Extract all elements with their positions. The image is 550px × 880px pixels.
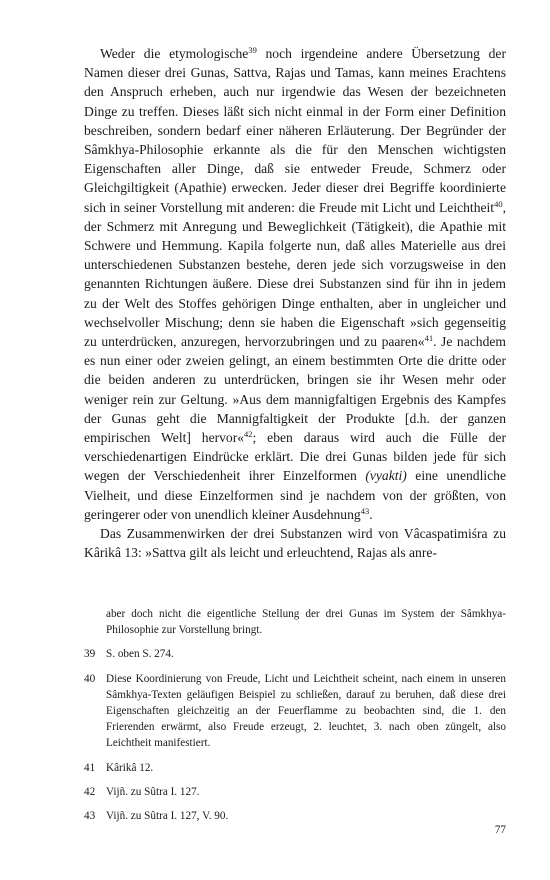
- paragraph-1: [84, 44, 506, 524]
- text-run: , der Schmerz mit Anregung und Beweglichkeit (Tätigkeit), die Apathie mit Schwere und Hemmung. Kapila folgerte nun, daß alles Materielle aus drei unterschiedenen Substanzen bestehe, deren jede sich vorzugsweise in den genannten Richtungen äußere. Diese drei Substanzen sind für ihn in jedem zu der Welt des Stoffes gehörigen Dinge enthalten, aber in ungleicher und wechselvoller Mischung; denn sie haben die Eigenschaft »sich gegenseitig zu unterdrücken, anzuregen, hervorzubringen und zu paaren«: [84, 199, 506, 350]
- footnote-text: S. oben S. 274.: [106, 648, 174, 661]
- footnote-number: 40: [84, 672, 96, 685]
- footnote-ref-40[interactable]: 40: [494, 198, 503, 209]
- page-number: 77: [494, 824, 506, 836]
- text-run: ; eben daraus wird auch die Fülle der verschiedenartigen Eindrücke erklärt. Die drei Gunas bilden jede für sich wegen der Verschiedenheit ihrer Einzelformen: [84, 430, 506, 484]
- footnote-ref-41[interactable]: 41: [424, 333, 434, 344]
- italic-term: (vyakti): [365, 468, 407, 484]
- footnote-text: Vijñ. zu Sûtra I. 127, V. 90.: [106, 810, 229, 823]
- footnotes: [84, 606, 506, 832]
- paragraph-2: Das Zusammenwirken der drei Substanzen wird von Vâcaspatimiśra zu Kârikâ 13: »Sattva gilt als leicht und erleuchtend, Rajas als anre-: [84, 526, 506, 561]
- text-run: Weder die etymologische: [100, 46, 249, 61]
- footnote-number: 41: [84, 761, 96, 774]
- footnote-text: Kârikâ 12.: [106, 761, 154, 774]
- footnote-ref-42[interactable]: 42: [244, 429, 253, 440]
- footnote-ref-43[interactable]: 43: [360, 505, 370, 516]
- footnote-ref-39[interactable]: 39: [248, 45, 257, 55]
- footnote-number: 42: [84, 785, 96, 798]
- footnote-39: [84, 646, 506, 662]
- text-run: eine unendliche Vielheit, und diese Einzelformen sind je nachdem von der größten, von geringerer oder von unendlich kleiner Ausdehnung: [84, 468, 507, 522]
- footnote-text: Vijñ. zu Sûtra I. 127.: [106, 785, 200, 798]
- footnote-43: [84, 808, 506, 824]
- text-run: noch irgendeine andere Übersetzung der Namen dieser drei Gunas, Sattva, Rajas und Tamas, kann meines Erachtens den Anspruch erheben, auch nur irgendwie das Wesen der bezeichneten Dinge zu treffen. Dieses läßt sich nicht einmal in der Form einer Definition beschreiben, sondern bedarf einer näheren Erläuterung. Der Begründer der Sâmkhya-Philosophie erkannte als die für den Menschen wichtigsten Eigenschaften aller Dinge, daß sie entweder Freude, Schmerz oder Gleichgiltigkeit (Apathie) erwecken. Jeder dieser drei Begriffe koordinierte sich in seiner Vorstellung mit anderen: die Freude mit Licht und Leichtheit: [84, 46, 506, 215]
- footnote-text: Diese Koordinierung von Freude, Licht und Leichtheit scheint, nach einem in unseren Sâmkhya-Texten geläufigen Beispiel zu schließen, darauf zu beruhen, daß diese drei Eigenschaften gleichzeitig an der Feuerflamme zu beobachten sind, die 1. den Frierenden erwärmt, also Freude erzeugt, 2. leuchtet, 3. nach oben züngelt, also Leichtheit manifestiert.: [106, 672, 506, 750]
- footnote-continuation: aber doch nicht die eigentliche Stellung der drei Gunas im System der Sâmkhya-Philosophie zur Vorstellung bringt.: [106, 608, 506, 637]
- main-text: [84, 44, 506, 562]
- footnote-40: [84, 671, 506, 752]
- text-run: .: [369, 506, 373, 522]
- footnote-number: 39: [84, 648, 96, 661]
- footnote-42: [84, 784, 506, 800]
- text-run: . Je nachdem es nun einer oder zweien gelingt, an einem bestimmten Orte die dritte oder die beiden anderen zu unterdrücken, bringen sie ihr Wesen mehr oder weniger rein zur Geltung. »Aus dem mannigfaltigen Ergebnis des Kampfes der Gunas geht die Mannigfaltigkeit der Produkte [d.h. der ganzen empirischen Welt] hervor«: [84, 334, 506, 446]
- footnote-number: 43: [84, 810, 96, 823]
- footnote-41: [84, 760, 506, 776]
